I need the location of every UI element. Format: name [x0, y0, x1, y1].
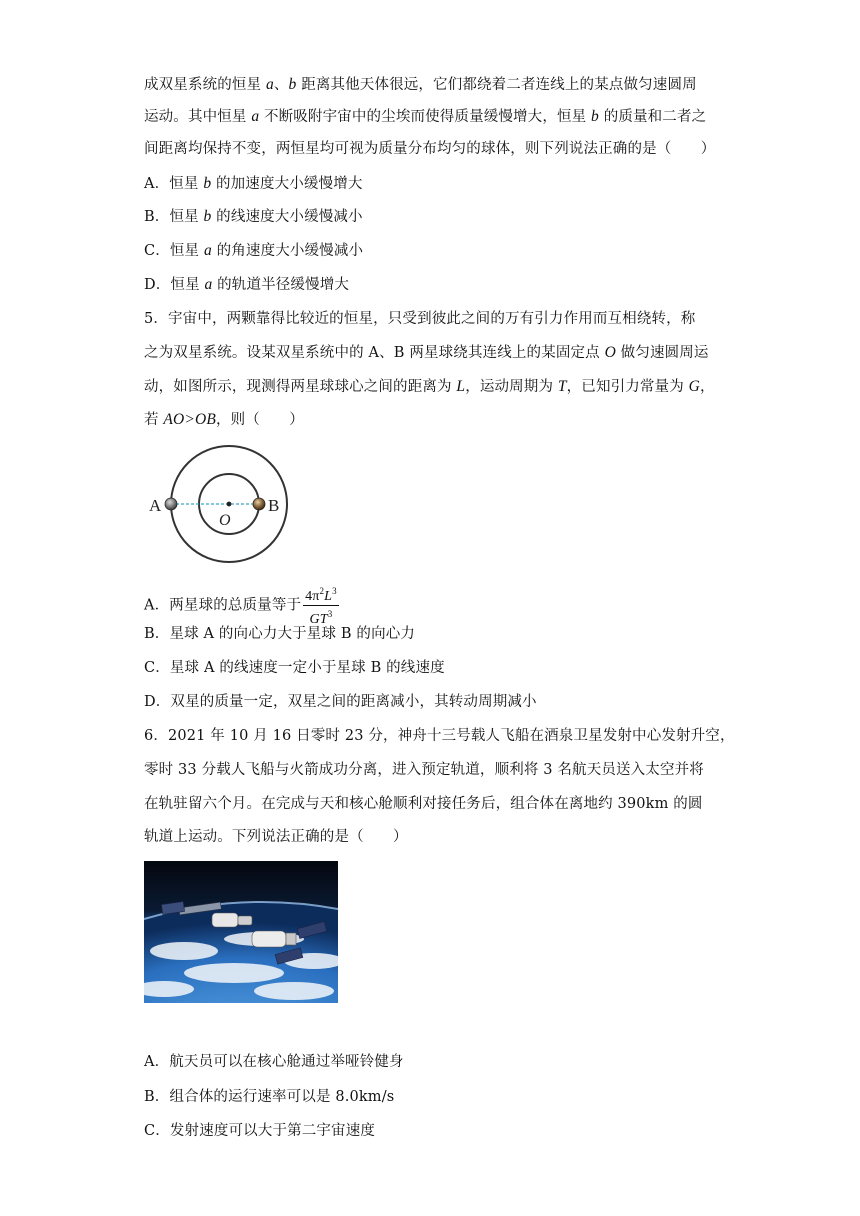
q6-line-2: 零时 33 分载人飞船与火箭成功分离，进入预定轨道，顺利将 3 名航天员送入太空并将 [144, 762, 704, 778]
center-point-o [227, 502, 232, 507]
q4-line-2: 运动。其中恒星 a 不断吸附宇宙中的尘埃而使得质量缓慢增大，恒星 b 的质量和二者之 [144, 108, 707, 125]
q6-line-3: 在轨驻留六个月。在完成与天和核心舱顺利对接任务后，组合体在离地约 390km 的圆 [144, 796, 703, 812]
q5-option-b: B．星球 A 的向心力大于星球 B 的向心力 [144, 626, 416, 642]
label-b: B [268, 496, 280, 515]
star-b [253, 498, 265, 510]
formula-fraction: $\frac{4\pi^2L^3}{GT^3}$ [303, 583, 339, 628]
q4-option-b: B．恒星 b 的线速度大小缓慢减小 [144, 208, 363, 225]
q5-option-c: C．星球 A 的线速度一定小于星球 B 的线速度 [144, 660, 445, 676]
q5-line-1: 5．宇宙中，两颗靠得比较近的恒星，只受到彼此之间的万有引力作用而互相绕转，称 [144, 311, 696, 327]
q6-option-b: B．组合体的运行速率可以是 8.0km/s [144, 1089, 395, 1105]
q6-option-c: C．发射速度可以大于第二宇宙速度 [144, 1123, 375, 1139]
q4-option-d: D．恒星 a 的轨道半径缓慢增大 [144, 276, 349, 293]
q4-option-a: A．恒星 b 的加速度大小缓慢增大 [144, 175, 363, 192]
q5-line-3: 动，如图所示，现测得两星球球心之间的距离为 L，运动周期为 T，已知引力常量为 G， [144, 378, 715, 395]
binary-star-orbit-figure [144, 444, 294, 566]
q5-option-a: A．两星球的总质量等于 $\frac{4\pi^2L^3}{GT^3}$ [144, 583, 339, 628]
q4-option-c: C．恒星 a 的角速度大小缓慢减小 [144, 242, 364, 259]
q5-line-2: 之为双星系统。设某双星系统中的 A、B 两星球绕其连线上的某固定点 O 做匀速圆周运 [144, 344, 709, 361]
q6-line-1: 6．2021 年 10 月 16 日零时 23 分，神舟十三号载人飞船在酒泉卫星发射中心发射升空， [144, 728, 735, 744]
star-a [165, 498, 177, 510]
spacecraft-earth-photo [144, 861, 338, 1003]
label-a: A [149, 496, 162, 515]
q4-line-3: 间距离均保持不变，两恒星均可视为质量分布均匀的球体，则下列说法正确的是（ ） [144, 141, 716, 157]
q4-line-1: 成双星系统的恒星 a、b 距离其他天体很远，它们都绕着二者连线上的某点做匀速圆周 [144, 76, 697, 93]
label-o: O [219, 512, 231, 529]
q6-option-a: A．航天员可以在核心舱通过举哑铃健身 [144, 1054, 404, 1070]
q5-option-d: D．双星的质量一定，双星之间的距离减小，其转动周期减小 [144, 694, 537, 710]
q5-line-4: 若 AO>OB，则（ ） [144, 411, 304, 428]
q6-line-4: 轨道上运动。下列说法正确的是（ ） [144, 829, 408, 845]
